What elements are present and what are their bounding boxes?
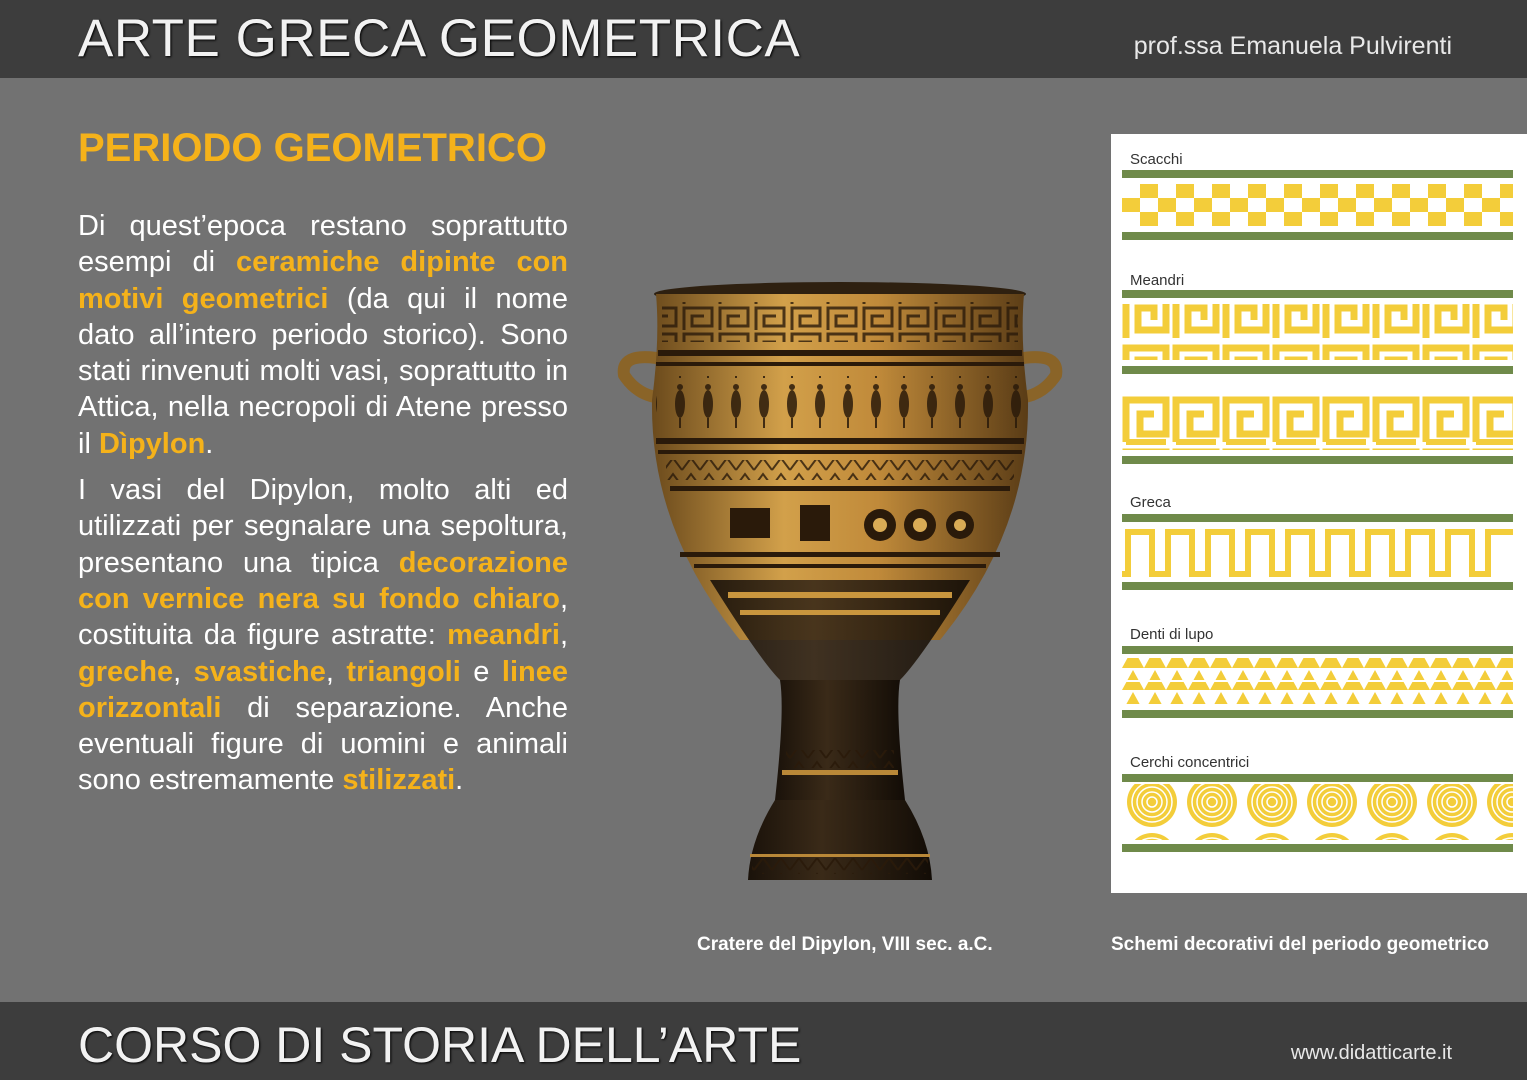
p2-text-1: I vasi del Dipylon, molto alti ed utilizzati per segnalare una sepoltura, presentano una tipica <box>78 474 568 579</box>
vase-caption: Cratere del Dipylon, VIII sec. a.C. <box>697 934 993 955</box>
p2-highlight-4: svastiche <box>193 655 326 688</box>
website-link[interactable]: www.didatticarte.it <box>1290 1042 1452 1064</box>
dipylon-krater-image <box>610 280 1070 900</box>
body-text <box>78 208 568 809</box>
p2-text-2: , costituita da figure astratte: <box>78 582 568 652</box>
p1-highlight-2: Dìpylon <box>98 427 206 460</box>
section-heading: PERIODO GEOMETRICO <box>78 126 547 170</box>
patterns-panel <box>1111 134 1527 893</box>
slide-title: ARTE GRECA GEOMETRICA <box>78 9 801 68</box>
label-denti-di-lupo: Denti di lupo <box>1130 626 1214 643</box>
p1-text-1: Di quest’epoca restano soprattutto esempi di <box>78 210 568 279</box>
p2-highlight-7: stilizzati <box>342 764 456 797</box>
meander-pattern <box>1122 290 1513 470</box>
p2-highlight-2: meandri <box>447 619 560 652</box>
p2-text-5: , <box>325 655 347 688</box>
p2-highlight-1: decorazione con vernice nera su fondo chiaro <box>78 546 568 615</box>
header-bar <box>0 0 1527 78</box>
p1-text-3: . <box>205 427 214 460</box>
checkerboard-pattern <box>1122 170 1513 248</box>
p2-text-3: , <box>559 619 568 652</box>
p2-text-8: . <box>455 764 464 797</box>
label-greca: Greca <box>1130 494 1171 511</box>
wolf-teeth-pattern <box>1122 646 1513 726</box>
p2-text-6: e <box>460 655 502 688</box>
label-scacchi: Scacchi <box>1130 151 1183 168</box>
footer-bar <box>0 1002 1527 1080</box>
p1-highlight-1: ceramiche dipinte con motivi geometrici <box>78 246 568 315</box>
p2-text-7: di separazione. Anche eventuali figure di uomini e animali sono estremamente <box>78 691 568 797</box>
patterns-caption: Schemi decorativi del periodo geometrico <box>1111 934 1489 955</box>
p1-text-2: (da qui il nome dato all’intero periodo storico). Sono stati rinvenuti molti vasi, soprattutto in Attica, nella necropoli di Atene presso il <box>78 282 568 460</box>
paragraph-1 <box>78 208 568 462</box>
p2-highlight-6: linee orizzontali <box>78 655 568 724</box>
paragraph-2 <box>78 472 568 799</box>
p2-text-4: , <box>173 655 194 688</box>
p2-highlight-5: triangoli <box>346 655 461 688</box>
label-meandri: Meandri <box>1130 272 1185 289</box>
p2-highlight-3: greche <box>78 655 174 688</box>
concentric-circles-pattern <box>1122 774 1513 854</box>
author-name: prof.ssa Emanuela Pulvirenti <box>1133 32 1452 60</box>
label-cerchi-concentrici: Cerchi concentrici <box>1130 754 1250 771</box>
course-title: CORSO DI STORIA DELL’ARTE <box>78 1017 802 1073</box>
greek-key-pattern <box>1122 514 1513 594</box>
